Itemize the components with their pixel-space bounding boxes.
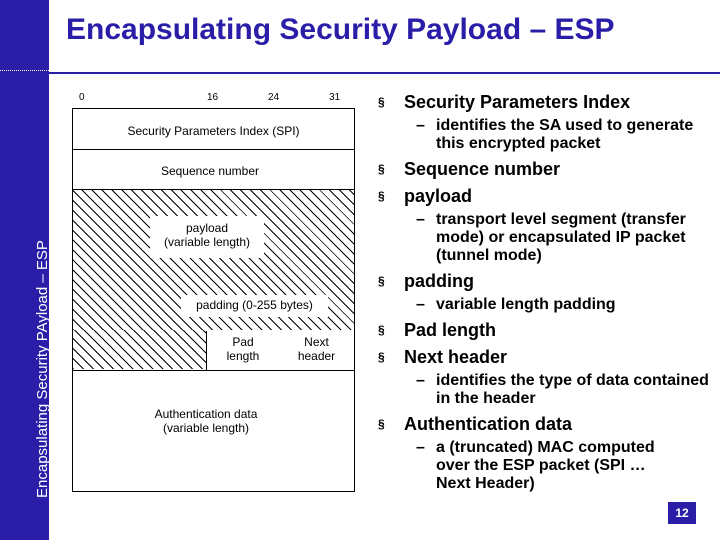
auth-length-label: (variable length) xyxy=(162,421,250,435)
bullet-marker: § xyxy=(378,95,385,109)
row-divider-3 xyxy=(72,370,355,371)
payload-length-label: (variable length) xyxy=(163,235,251,249)
pad-length-line2: length xyxy=(226,349,260,363)
bullet-marker: § xyxy=(378,274,385,288)
title-underline-dots xyxy=(0,70,49,71)
bit-label-0: 0 xyxy=(79,92,85,103)
sub-bullet-text: identifies the SA used to generate this encrypted packet xyxy=(436,117,694,152)
dash-marker: – xyxy=(416,211,425,228)
dash-marker: – xyxy=(416,372,425,389)
title-underline xyxy=(0,72,720,74)
bullet-marker: § xyxy=(378,162,385,176)
sub-bullet-text: variable length padding xyxy=(436,296,616,313)
bullet-marker: § xyxy=(378,323,385,337)
bullet-text: padding xyxy=(404,271,474,291)
sequence-field: Sequence number xyxy=(160,164,260,178)
sub-bullet-text: a (truncated) MAC computed over the ESP packet (SPI … Next Header) xyxy=(436,439,655,492)
sub-bullet-text: identifies the type of data contained in the header xyxy=(436,372,709,407)
authentication-field xyxy=(100,407,312,435)
padding-hatched-area xyxy=(73,330,207,369)
bullet-marker: § xyxy=(378,350,385,364)
bullet-text: Sequence number xyxy=(404,159,561,179)
bullet-marker: § xyxy=(378,417,385,431)
side-label: Encapsulating Security PAyload – ESP xyxy=(34,240,51,498)
next-header-line1: Next xyxy=(304,335,329,349)
dash-marker: – xyxy=(416,117,425,134)
bit-label-16: 16 xyxy=(207,92,219,103)
bullet-spi xyxy=(374,91,710,113)
bullet-text: Pad length xyxy=(404,320,497,340)
next-header-line2: header xyxy=(297,349,336,363)
row-divider-1 xyxy=(72,149,355,150)
bit-label-24: 24 xyxy=(268,92,280,103)
bullet-authentication xyxy=(374,413,710,435)
sub-bullet-authentication xyxy=(374,439,710,493)
sub-bullet-next-header xyxy=(374,372,710,408)
payload-label: payload xyxy=(185,221,229,235)
bullet-next-header xyxy=(374,346,710,368)
page-number: 12 xyxy=(668,502,696,524)
bullet-sequence xyxy=(374,158,710,180)
bullet-padding xyxy=(374,270,710,292)
sub-bullet-text: transport level segment (transfer mode) or encapsulated IP packet (tunnel mode) xyxy=(436,211,686,264)
next-header-field xyxy=(279,331,354,370)
bullet-text: Authentication data xyxy=(404,414,573,434)
sub-bullet-spi xyxy=(374,117,710,153)
sub-bullet-padding xyxy=(374,296,710,314)
spi-field: Security Parameters Index (SPI) xyxy=(127,124,300,138)
sub-bullet-payload xyxy=(374,211,710,265)
pad-length-field xyxy=(206,331,280,370)
auth-label: Authentication data xyxy=(154,407,258,421)
slide-title: Encapsulating Security Payload – ESP xyxy=(66,13,615,46)
bullet-text: Next header xyxy=(404,347,508,367)
pad-length-line1: Pad xyxy=(232,335,254,349)
dash-marker: – xyxy=(416,296,425,313)
bullet-pad-length xyxy=(374,319,710,341)
bullet-list xyxy=(374,86,710,493)
bullet-payload xyxy=(374,185,710,207)
bullet-text: Security Parameters Index xyxy=(404,92,631,112)
bullet-text: payload xyxy=(404,186,473,206)
padding-label-box xyxy=(181,295,328,317)
payload-label-box xyxy=(150,216,264,258)
bit-label-31: 31 xyxy=(329,92,341,103)
bullet-marker: § xyxy=(378,189,385,203)
padding-label: padding (0-255 bytes) xyxy=(196,298,313,312)
dash-marker: – xyxy=(416,439,425,456)
